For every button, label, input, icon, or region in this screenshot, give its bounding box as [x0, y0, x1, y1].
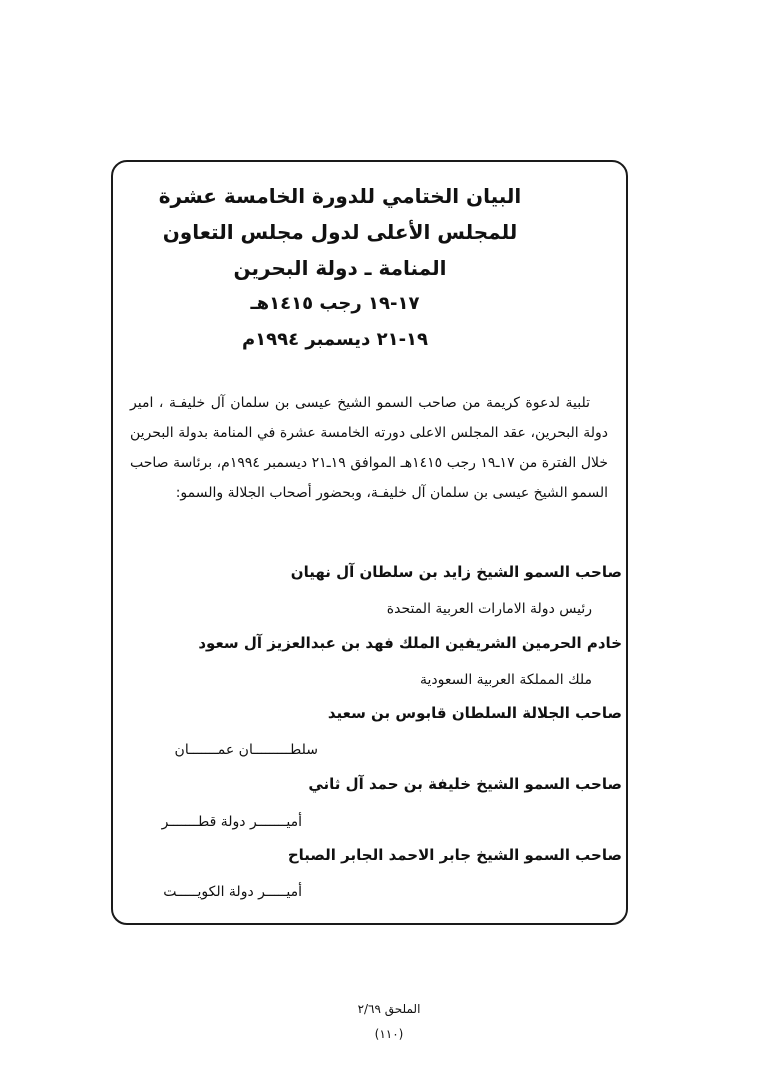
attendee-title: سلطـــــــــان عمـــــــان — [174, 742, 318, 758]
attendee-name: خادم الحرمين الشريفين الملك فهد بن عبدالعزيز آل سعود — [198, 634, 622, 652]
title-line-3: المنامة ـ دولة البحرين — [233, 256, 447, 280]
attendee-name: صاحب السمو الشيخ جابر الاحمد الجابر الصباح — [287, 846, 622, 864]
statement-header — [130, 178, 610, 358]
attendee-name: صاحب السمو الشيخ زايد بن سلطان آل نهيان — [290, 563, 622, 581]
intro-section — [130, 388, 608, 508]
gregorian-date: ١٩-٢١ ديسمبر ١٩٩٤م — [241, 329, 429, 350]
title-line-1: البيان الختامي للدورة الخامسة عشرة — [158, 184, 522, 208]
attendee-name: صاحب السمو الشيخ خليفة بن حمد آل ثاني — [308, 775, 622, 793]
page-number: (١١٠) — [374, 1027, 404, 1041]
attendee-title: رئيس دولة الامارات العربية المتحدة — [386, 601, 592, 617]
annex-label: الملحق ٢/٦٩ — [357, 1002, 421, 1016]
title-line-2: للمجلس الأعلى لدول مجلس التعاون — [162, 220, 518, 244]
attendee-name: صاحب الجلالة السلطان قابوس بن سعيد — [327, 704, 622, 722]
attendee-title: أميـــــــر دولة قطـــــــر — [161, 814, 302, 830]
attendee-title: ملك المملكة العربية السعودية — [419, 672, 592, 688]
hijri-date: ١٧-١٩ رجب ١٤١٥هـ — [250, 293, 420, 314]
intro-paragraph: تلبية لدعوة كريمة من صاحب السمو الشيخ عيسى بن سلمان آل خليفـة ، امير دولة البحرين، عقد المجلس الاعلى دورته الخامسة عشرة في المنامة بدولة البحرين خلال الفترة من ١٧ـ١٩ رجب ١٤١٥هـ الموافق ١٩ـ٢١ ديسمبر ١٩٩٤م، برئاسة صاحب السمو الشيخ عيسى بن سلمان آل خليفـة، وبحضور أصحاب الجلالة والسمو: — [130, 395, 609, 501]
attendee-title: أميـــــر دولة الكويـــــت — [163, 884, 302, 900]
